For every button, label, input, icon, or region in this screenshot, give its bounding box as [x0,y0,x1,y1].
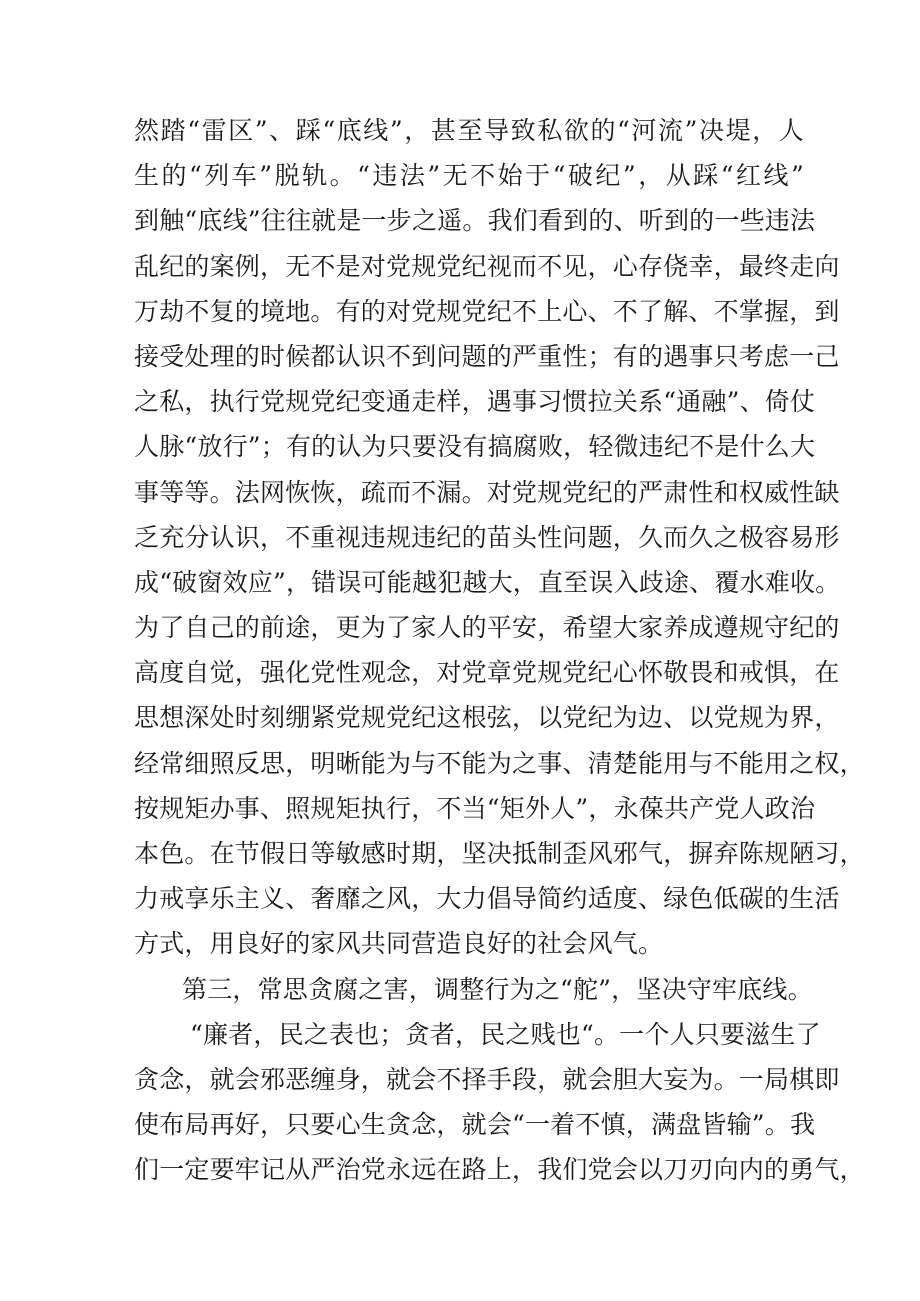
paragraph-line: 之私，执行党规党纪变通走样，遇事习惯拉关系“通融”、倚仗 [134,387,816,417]
paragraph-line: 事等等。法网恢恢，疏而不漏。对党规党纪的严肃性和权威性缺 [134,477,840,507]
paragraph-line: 成“破窗效应”，错误可能越犯越大，直至误入歧途、覆水难收。 [134,567,841,597]
section-heading: 第三，常思贪腐之害，调整行为之“舵”，坚决守牢底线。 [182,974,813,1004]
paragraph-line: 生的“列车”脱轨。“违法”无不始于“破纪”，从踩“红线” [134,161,804,191]
paragraph-line: 接受处理的时候都认识不到问题的严重性；有的遇事只考虑一己 [134,341,840,371]
paragraph-line: 到触“底线”往往就是一步之遥。我们看到的、听到的一些违法 [134,206,816,236]
paragraph-line: 力戒享乐主义、奢靡之风，大力倡导简约适度、绿色低碳的生活 [134,884,840,914]
paragraph-line: 按规矩办事、照规矩执行，不当“矩外人”，永葆共产党人政治 [134,793,816,823]
paragraph-line: 为了自己的前途，更为了家人的平安，希望大家养成遵规守纪的 [134,613,840,643]
paragraph-line: 本色。在节假日等敏感时期，坚决抵制歪风邪气，摒弃陈规陋习， [134,839,865,868]
paragraph-line: “廉者，民之表也；贪者，民之贱也“。一个人只要滋生了 [190,1019,821,1049]
paragraph-line: 然踏“雷区”、踩“底线”，甚至导致私欲的“河流”决堤，人 [134,116,804,145]
paragraph-line: 万劫不复的境地。有的对党规党纪不上心、不了解、不掌握，到 [134,296,840,326]
paragraph-line: 经常细照反思，明晰能为与不能为之事、清楚能用与不能用之权， [134,748,865,778]
paragraph-line: 乏充分认识，不重视违规违纪的苗头性问题，久而久之极容易形 [134,522,840,552]
paragraph-line: 使布局再好，只要心生贪念，就会“一着不慎，满盘皆输”。我 [134,1110,816,1140]
paragraph-line: 高度自觉，强化党性观念，对党章党规党纪心怀敬畏和戒惧，在 [134,658,840,688]
document-body [134,108,865,1193]
paragraph-line: 人脉“放行”；有的认为只要没有搞腐败，轻微违纪不是什么大 [134,432,816,462]
paragraph-line: 思想深处时刻绷紧党规党纪这根弦，以党纪为边、以党规为界， [134,703,840,733]
paragraph-line: 乱纪的案例，无不是对党规党纪视而不见，心存侥幸，最终走向 [134,251,840,281]
paragraph-line: 们一定要牢记从严治党永远在路上，我们党会以刀刃向内的勇气， [134,1155,865,1185]
paragraph-line: 方式，用良好的家风共同营造良好的社会风气。 [134,929,664,959]
paragraph-line: 贪念，就会邪恶缠身，就会不择手段，就会胆大妄为。一局棋即 [134,1064,840,1094]
